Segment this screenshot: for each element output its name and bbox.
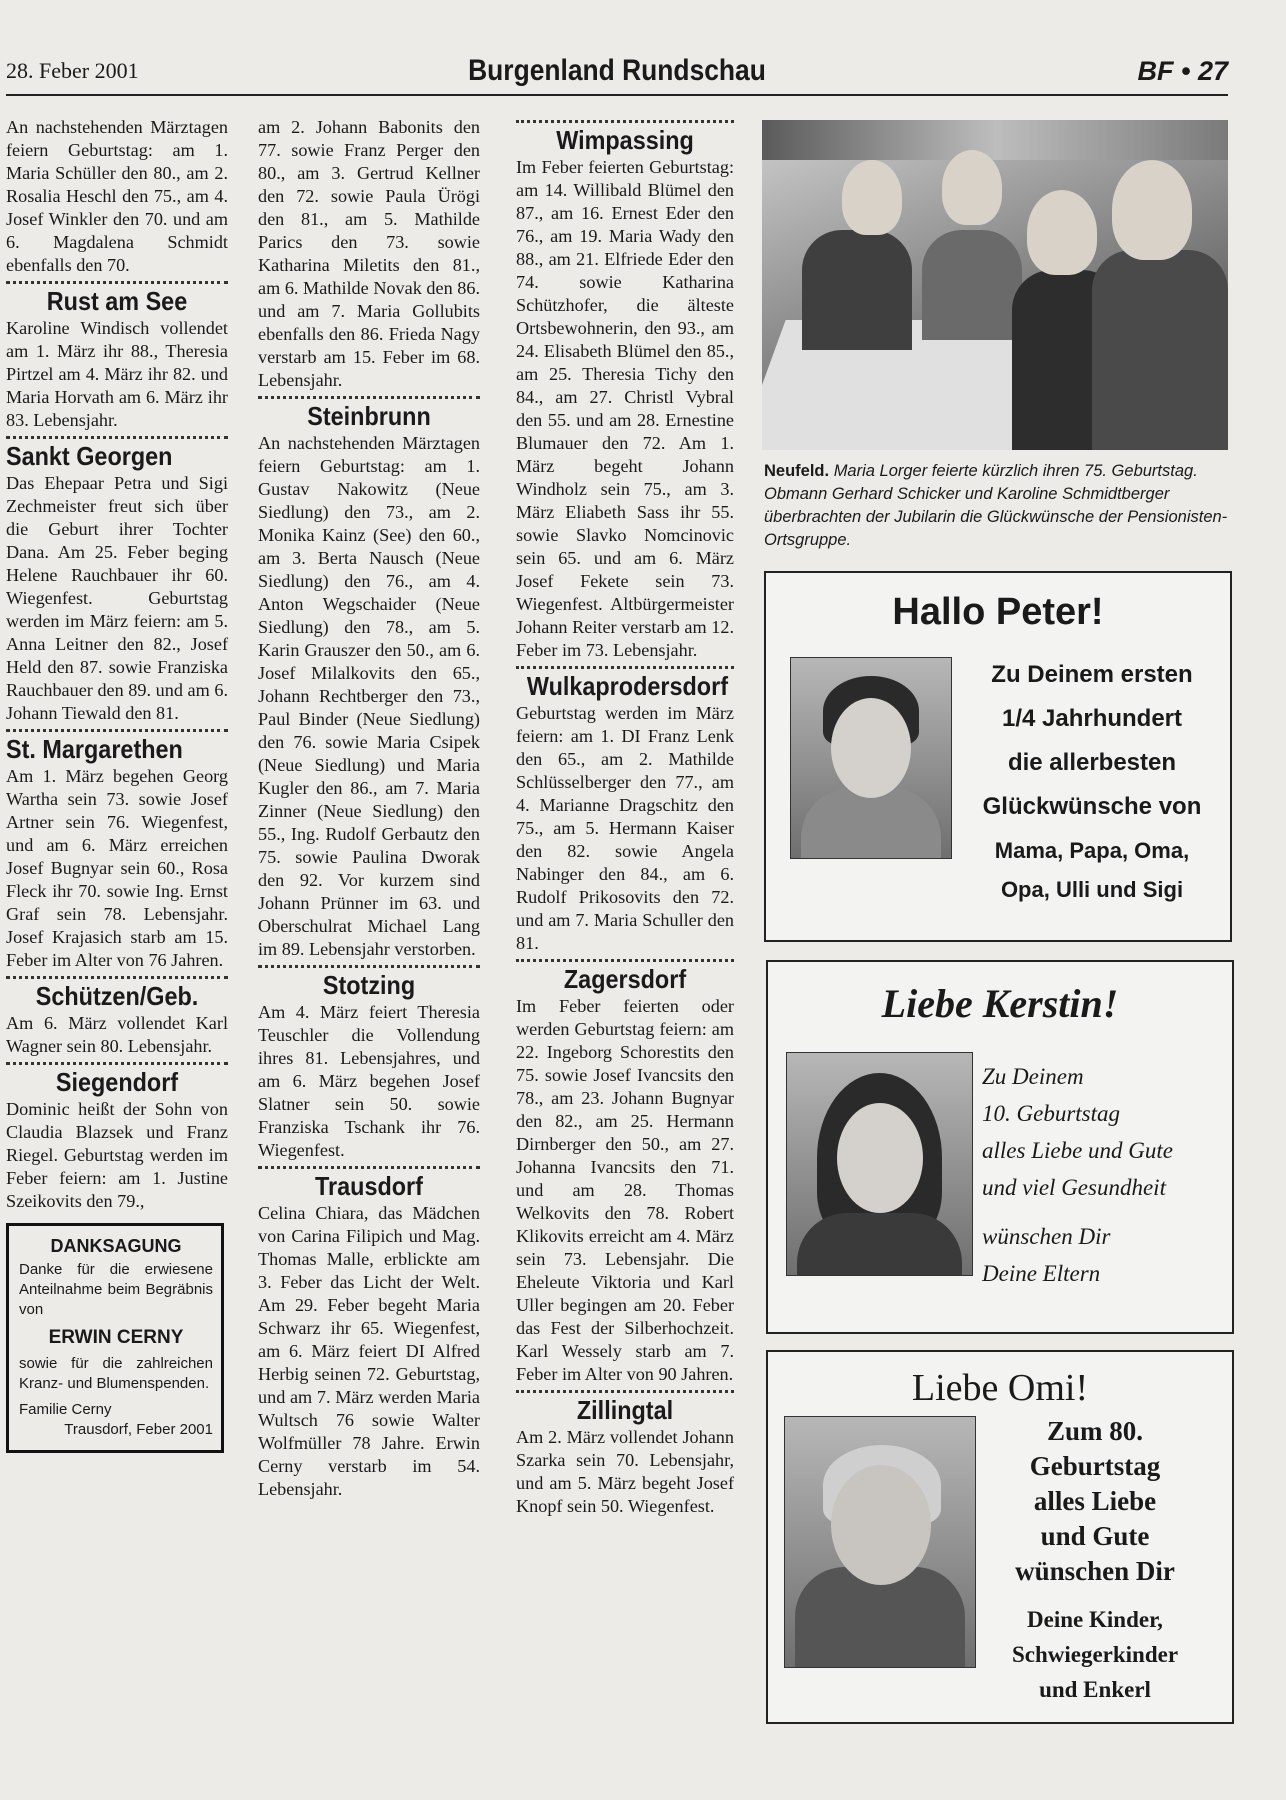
ad-line: Deine Eltern xyxy=(982,1261,1101,1286)
caption-place: Neufeld. xyxy=(764,462,830,480)
section-text-siegendorf: Dominic heißt der Sohn von Claudia Blazsek und Franz Riegel. Geburtstag werden im Feber feiern: am 1. Justine Szeikovits den 79., xyxy=(6,1099,228,1211)
section-text-zillingtal: Am 2. März vollendet Johann Szarka sein 70. Lebensjahr, und am 5. März begeht Josef Knopf sein 50. Wiegenfest. xyxy=(516,1427,734,1516)
danksagung-title: DANKSAGUNG xyxy=(50,1236,182,1256)
danksagung-place: Trausdorf, Feber 2001 xyxy=(64,1421,213,1438)
section-title-stotzing: Stotzing xyxy=(322,970,416,1000)
ad-title: Liebe Omi! xyxy=(911,1367,1089,1409)
ad-line: Zum 80. xyxy=(1046,1416,1144,1446)
ad-line: und Enkerl xyxy=(1039,1677,1151,1702)
ad-line: Geburtstag xyxy=(1029,1451,1161,1481)
section-text-wulkaprodersdorf: Geburtstag werden im März feiern: am 1. DI Franz Lenk den 65., am 2. Mathilde Schlüsselberger den 77., am 4. Marianne Dragschitz den 75., am 5. Hermann Kaiser den 82. sowie Angela Nabinger den 84., am 6. Rudolf Prikosovits den 72. und am 7. Maria Schuller den 81. xyxy=(516,703,734,953)
page-header xyxy=(6,54,1228,96)
ad-line: Opa, Ulli und Sigi xyxy=(1000,877,1184,902)
portrait-photo xyxy=(784,1416,976,1668)
portrait-face xyxy=(837,1103,923,1213)
section-title-trausdorf: Trausdorf xyxy=(315,1171,423,1201)
greeting-ad-peter xyxy=(764,571,1232,942)
issue-date: 28. Feber 2001 xyxy=(6,58,139,83)
column-1 xyxy=(6,116,228,1453)
ad-title: Liebe Kerstin! xyxy=(881,981,1119,1026)
intro-text-col2: am 2. Johann Babonits den 77. sowie Franz Perger den 80., am 3. Gertrud Kellner den 72. sowie Paula Ürögi den 81., am 5. Mathilde Parics den 73. sowie Katharina Miletits den 81., am 6. Mathilde Novak den 86. und am 7. Maria Gollubits ebenfalls den 86. Frieda Nagy verstarb am 15. Feber im 68. Lebensjahr. xyxy=(258,117,480,390)
greeting-ad-omi xyxy=(766,1350,1234,1724)
photo-person xyxy=(922,230,1022,340)
section-title-schuetzen: Schützen/Geb. xyxy=(35,981,199,1011)
portrait-photo xyxy=(790,657,952,859)
section-text-zagersdorf: Im Feber feierten oder werden Geburtstag feiern: am 22. Ingeborg Schorestits den 75. sowie Josef Ivancsits den 78., am 23. Johann Bugnyar den 82., am 25. Hermann Dirnberger den 50., am 27. Johanna Ivancsits den 71. und am 28. Thomas Welkovits den 78. Robert Klikovits erreicht am 4. März sein 73. Lebensjahr. Die Eheleute Viktoria und Karl Uller begingen am 20. Feber das Fest der Silberhochzeit. Karl Wessely starb am 7. Feber im Alter von 90 Jahren. xyxy=(516,996,734,1384)
section-text-wimpassing: Im Feber feierten Geburtstag: am 14. Willibald Blümel den 87., am 16. Ernest Eder den 76., am 19. Maria Wady den 88., am 21. Elfriede Eder den 74. sowie Katharina Schützhofer, die älteste Ortsbewohnerin, den 93., am 24. Elisabeth Blümel den 85., am 25. Theresia Tichy den 84., am 27. Christl Vybral den 55. und am 28. Ernestine Blumauer den 72. Am 1. März begeht Johann Windholz sein 75., am 3. März Eliabeth Sass ihr 55. sowie Slavko Nomcinovic sein 65. und am 6. März Josef Fekete sein 73. Wiegenfest. Altbürgermeister Johann Reiter verstarb am 12. Feber im 73. Lebensjahr. xyxy=(516,157,734,660)
danksagung-line1: Danke für die erwiesene Anteilnahme beim Begräbnis von xyxy=(19,1261,213,1318)
ad-message xyxy=(964,1414,1226,1589)
ad-line: und Gute xyxy=(1040,1521,1150,1551)
ad-message xyxy=(982,1058,1230,1292)
ad-line: und viel Gesundheit xyxy=(982,1175,1166,1200)
newspaper-title: Burgenland Rundschau xyxy=(468,54,766,87)
danksagung-name: ERWIN CERNY xyxy=(48,1327,184,1348)
photo-face xyxy=(842,160,902,235)
section-title-steinbrunn: Steinbrunn xyxy=(307,401,431,431)
section-title-wimpassing: Wimpassing xyxy=(556,125,694,155)
ad-line: 10. Geburtstag xyxy=(982,1101,1120,1126)
ad-signature xyxy=(964,1602,1226,1707)
photo-background xyxy=(762,120,1228,160)
ad-line: alles Liebe und Gute xyxy=(982,1138,1173,1163)
group-photo xyxy=(762,120,1228,450)
column-2 xyxy=(258,116,480,1501)
section-title-wulkaprodersdorf: Wulkaprodersdorf xyxy=(526,671,728,701)
page-number: BF • 27 xyxy=(1137,56,1228,86)
ad-line: wünschen Dir xyxy=(982,1224,1111,1249)
greeting-ad-kerstin xyxy=(766,960,1234,1334)
intro-text: An nachstehenden Märztagen feiern Geburtstag: am 1. Maria Schüller den 80., am 2. Rosalia Heschl den 75., am 4. Josef Winkler den 70. und am 6. Magdalena Schmidt ebenfalls den 70. xyxy=(6,117,228,275)
portrait-torso xyxy=(797,1213,962,1276)
ad-line: die allerbesten xyxy=(1007,749,1177,776)
section-title-siegendorf: Siegendorf xyxy=(55,1067,179,1097)
photo-person xyxy=(802,230,912,350)
photo-caption xyxy=(764,460,1228,552)
ad-line: alles Liebe xyxy=(1033,1486,1157,1516)
portrait-face xyxy=(831,698,911,798)
section-text-trausdorf: Celina Chiara, das Mädchen von Carina Filipich und Mag. Thomas Malle, erblickte am 3. Feber das Licht der Welt. Am 29. Feber begeht Maria Schwarz ihr 65. Wiegenfest, am 6. März feiert DI Alfred Herbig seinen 72. Geburtstag, und am 7. März werden Maria Wultsch 76 sowie Walter Wolfmüller 78 Jahre. Erwin Cerny verstarb im 54. Lebensjahr. xyxy=(258,1203,480,1499)
danksagung-family: Familie Cerny xyxy=(19,1401,112,1418)
portrait-torso xyxy=(801,788,941,859)
column-3 xyxy=(516,116,734,1518)
photo-face xyxy=(942,150,1002,225)
photo-person xyxy=(1092,250,1228,450)
section-text-st-margarethen: Am 1. März begehen Georg Wartha sein 73. sowie Josef Artner sein 76. Wiegenfest, und am 6. März erreichen Josef Bugnyar sein 60., Rosa Fleck ihr 70. sowie Ing. Ernst Graf sein 78. Lebensjahr. Josef Krajasich starb am 15. Feber im Alter von 76 Jahren. xyxy=(6,766,228,970)
section-text-rust: Karoline Windisch vollendet am 1. März ihr 88., Theresia Pirtzel am 4. März ihr 82. und Maria Horvath am 6. März ihr 83. Lebensjahr. xyxy=(6,318,228,430)
section-title-rust: Rust am See xyxy=(46,286,188,316)
photo-face xyxy=(1112,160,1192,260)
ad-line: Zu Deinem ersten xyxy=(991,661,1193,688)
section-text-steinbrunn: An nachstehenden Märztagen feiern Geburtstag: am 1. Gustav Nakowitz (Neue Siedlung) den 73., am 2. Monika Kainz (See) den 60., am 3. Berta Nausch (Neue Siedlung) den 76., am 4. Anton Wegschaider (Neue Siedlung) den 78., am 5. Karin Grauszer den 50., am 6. Josef Milalkovits den 65., Johann Rechtberger den 73., Paul Binder (Neue Siedlung) den 76. sowie Maria Csipek (Neue Siedlung) und Maria Kugler den 86., am 7. Maria Zinner (Neue Siedlung) den 55., Ing. Rudolf Gerbautz den 75. sowie Paulina Dworak den 92. Vor kurzem sind Johann Prünner im 63. und Oberschulrat Michael Lang im 89. Lebensjahr verstorben. xyxy=(258,433,480,959)
ad-line: Deine Kinder, xyxy=(1027,1607,1163,1632)
ad-line: Schwiegerkinder xyxy=(1011,1642,1179,1667)
section-title-sankt-georgen: Sankt Georgen xyxy=(6,441,173,471)
section-title-zillingtal: Zillingtal xyxy=(576,1395,674,1425)
ad-line: 1/4 Jahrhundert xyxy=(1001,705,1183,732)
caption-text: Maria Lorger feierte kürzlich ihren 75. Geburtstag. Obmann Gerhard Schicker und Karoline Schmidtberger überbrachten der Jubilarin die Glückwünsche der Pensionisten-Ortsgruppe. xyxy=(764,462,1228,549)
portrait-photo xyxy=(786,1052,973,1276)
ad-line: Zu Deinem xyxy=(982,1064,1084,1089)
section-text-sankt-georgen: Das Ehepaar Petra und Sigi Zechmeister freut sich über die Geburt ihrer Tochter Dana. Am 25. Feber beging Helene Rauchbauer ihr 60. Wiegenfest. Geburtstag werden im März feiern: am 5. Anna Leitner den 82., Josef Held den 87. sowie Franziska Rauchbauer den 89. und am 6. Johann Tiewald den 81. xyxy=(6,473,228,723)
ad-message xyxy=(956,653,1228,907)
section-text-schuetzen: Am 6. März vollendet Karl Wagner sein 80. Lebensjahr. xyxy=(6,1013,228,1056)
ad-line: wünschen Dir xyxy=(1015,1556,1175,1586)
ad-line: Glückwünsche von xyxy=(982,793,1202,820)
ad-title: Hallo Peter! xyxy=(892,591,1104,633)
danksagung-line2: sowie für die zahlreichen Kranz- und Blumenspenden. xyxy=(19,1355,213,1392)
photo-face xyxy=(1027,190,1097,275)
danksagung-notice xyxy=(6,1223,224,1453)
ad-line: Mama, Papa, Oma, xyxy=(994,838,1190,863)
section-title-st-margarethen: St. Margarethen xyxy=(6,734,183,764)
section-title-zagersdorf: Zagersdorf xyxy=(563,964,687,994)
section-text-stotzing: Am 4. März feiert Theresia Teuschler die Vollendung ihres 81. Lebensjahres, und am 6. März begehen Josef Slatner sein 50. sowie Franziska Tschank ihr 76. Wiegenfest. xyxy=(258,1002,480,1160)
portrait-face xyxy=(831,1465,931,1585)
